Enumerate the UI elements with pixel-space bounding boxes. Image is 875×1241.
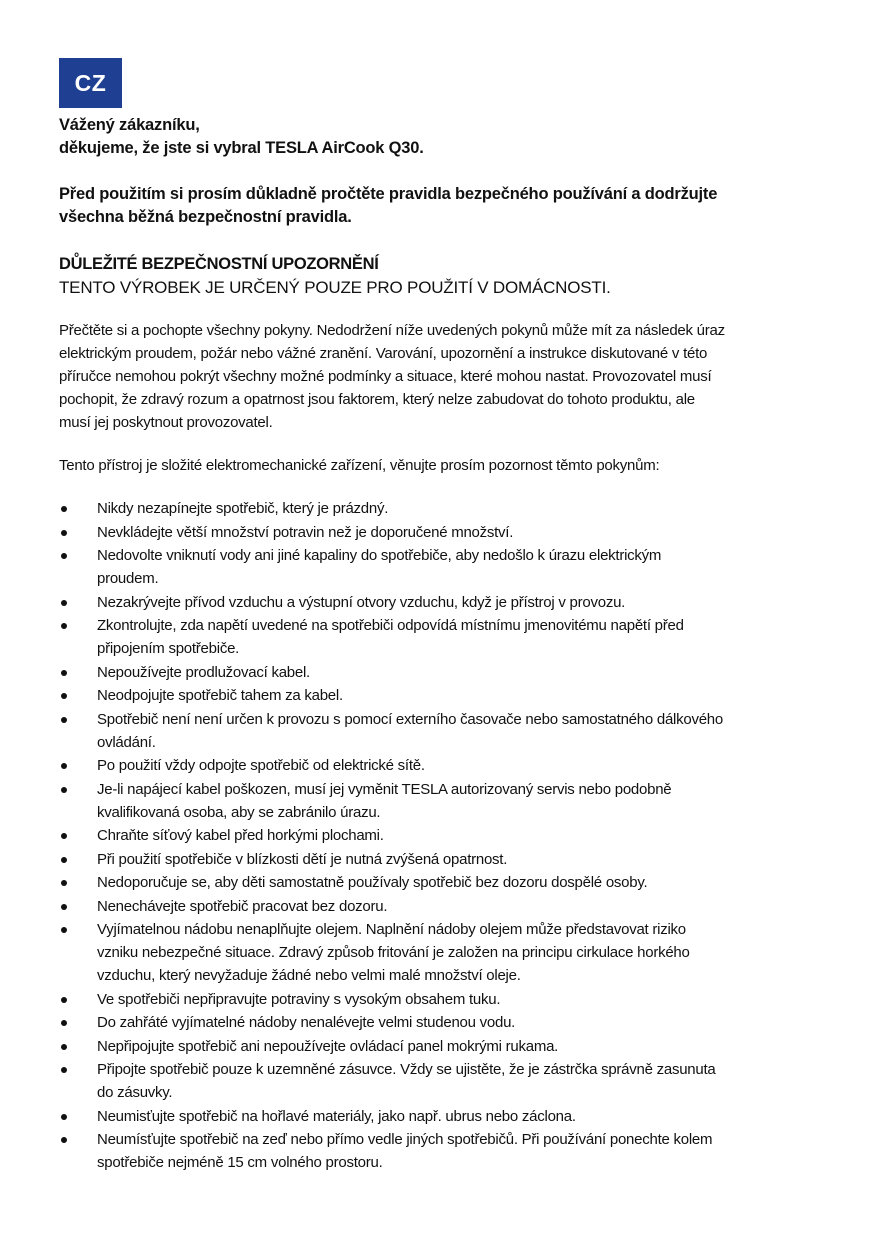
bullet-icon <box>61 1044 67 1050</box>
list-item-line: Nedovolte vniknutí vody ani jiné kapaliny do spotřebiče, aby nedošlo k úrazu elektrickým <box>97 547 662 564</box>
list-item-line: Neodpojujte spotřebič tahem za kabel. <box>97 687 343 704</box>
paragraph-line: příručce nemohou pokrýt všechny možné podmínky a situace, které mohou nastat. Provozovatel musí <box>59 368 712 385</box>
list-item-line: Zkontrolujte, zda napětí uvedené na spotřebiči odpovídá místnímu jmenovitému napětí před <box>97 617 684 634</box>
intro-line: Před použitím si prosím důkladně pročtěte pravidla bezpečného používání a dodržujte <box>59 185 718 203</box>
list-item-line: Nikdy nezapínejte spotřebič, který je prázdný. <box>97 500 389 517</box>
greeting <box>59 114 819 160</box>
list-item <box>59 544 819 590</box>
bullet-icon <box>61 717 67 723</box>
bullet-icon <box>61 553 67 559</box>
list-item <box>59 848 819 871</box>
list-item-line: Nenechávejte spotřebič pracovat bez dozoru. <box>97 897 388 915</box>
bullet-icon <box>61 623 67 629</box>
list-item-line: Nedoporučuje se, aby děti samostatně používaly spotřebič bez dozoru dospělé osoby. <box>97 874 648 891</box>
bullet-icon <box>61 1114 67 1120</box>
bullet-icon <box>61 833 67 839</box>
list-item-line: vzduchu, který nevyžaduje žádné nebo velmi malé množství oleje. <box>97 967 521 984</box>
list-item-line: Při použití spotřebiče v blízkosti dětí je nutná zvýšená opatrnost. <box>97 850 508 868</box>
list-item-line: ovládání. <box>97 733 156 751</box>
bullet-icon <box>61 1067 67 1073</box>
intro-line: všechna běžná bezpečnostní pravidla. <box>59 208 352 226</box>
list-item-line: Nezakrývejte přívod vzduchu a výstupní otvory vzduchu, když je přístroj v provozu. <box>97 593 626 611</box>
list-item-line: kvalifikovaná osoba, aby se zabránilo úrazu. <box>97 803 381 821</box>
list-item-line: Spotřebič není není určen k provozu s pomocí externího časovače nebo samostatného dálkového <box>97 710 723 728</box>
bullet-icon <box>61 787 67 793</box>
list-item <box>59 614 819 660</box>
list-item-line: proudem. <box>97 570 159 587</box>
bullet-icon <box>61 600 67 606</box>
greeting-line: Vážený zákazníku, <box>59 116 200 134</box>
list-item-line: Chraňte síťový kabel před horkými plochami. <box>97 827 384 844</box>
list-item <box>59 1035 819 1058</box>
list-item <box>59 591 819 614</box>
list-item <box>59 1058 819 1104</box>
intro-text <box>59 183 819 229</box>
list-item <box>59 1105 819 1128</box>
list-item-line: Je-li napájecí kabel poškozen, musí jej vyměnit TESLA autorizovaný servis nebo podobně <box>97 780 672 798</box>
paragraph-instructions-intro: Tento přístroj je složité elektromechanické zařízení, věnujte prosím pozornost těmto pokynům: <box>59 457 660 474</box>
bullet-icon <box>61 670 67 676</box>
bullet-icon <box>61 927 67 933</box>
section-subtitle: TENTO VÝROBEK JE URČENÝ POUZE PRO POUŽITÍ V DOMÁCNOSTI. <box>59 278 611 297</box>
list-item <box>59 918 819 987</box>
safety-instructions-list <box>59 497 819 1174</box>
list-item <box>59 778 819 824</box>
list-item-line: připojením spotřebiče. <box>97 640 240 657</box>
list-item-line: spotřebiče nejméně 15 cm volného prostoru. <box>97 1154 383 1171</box>
bullet-icon <box>61 763 67 769</box>
bullet-icon <box>61 880 67 886</box>
list-item-line: Ve spotřebiči nepřipravujte potraviny s vysokým obsahem tuku. <box>97 990 501 1008</box>
list-item <box>59 684 819 707</box>
list-item-line: Vyjímatelnou nádobu nenaplňujte olejem. Naplnění nádoby olejem může představovat riziko <box>97 921 686 938</box>
bullet-icon <box>61 857 67 863</box>
paragraph-warnings <box>59 319 819 434</box>
list-item-line: Nepřipojujte spotřebič ani nepoužívejte ovládací panel mokrými rukama. <box>97 1037 559 1055</box>
list-item-line: Do zahřáté vyjímatelné nádoby nenalévejte velmi studenou vodu. <box>97 1014 516 1031</box>
paragraph-line: musí jej poskytnout provozovatel. <box>59 414 273 431</box>
bullet-icon <box>61 904 67 910</box>
list-item-line: Neumisťujte spotřebič na hořlavé materiály, jako např. ubrus nebo záclona. <box>97 1107 576 1125</box>
list-item-line: Neumísťujte spotřebič na zeď nebo přímo vedle jiných spotřebičů. Při používání ponechte kolem <box>97 1131 713 1148</box>
paragraph-line: Přečtěte si a pochopte všechny pokyny. Nedodržení níže uvedených pokynů může mít za následek úraz <box>59 322 725 339</box>
greeting-line: děkujeme, že jste si vybral TESLA AirCook Q30. <box>59 139 424 157</box>
bullet-icon <box>61 1020 67 1026</box>
list-item-line: vzniku nebezpečné situace. Zdravý způsob fritování je založen na principu cirkulace horkého <box>97 944 690 961</box>
bullet-icon <box>61 693 67 699</box>
list-item <box>59 754 819 777</box>
paragraph-line: elektrickým proudem, požár nebo vážné zranění. Varování, upozornění a instrukce diskutované v této <box>59 345 708 362</box>
list-item <box>59 497 819 520</box>
bullet-icon <box>61 530 67 536</box>
list-item-line: do zásuvky. <box>97 1084 173 1101</box>
list-item-line: Po použití vždy odpojte spotřebič od elektrické sítě. <box>97 757 425 774</box>
bullet-icon <box>61 1137 67 1143</box>
section-title: DŮLEŽITÉ BEZPEČNOSTNÍ UPOZORNĚNÍ <box>59 255 379 273</box>
list-item <box>59 521 819 544</box>
list-item <box>59 661 819 684</box>
bullet-icon <box>61 506 67 512</box>
manual-page <box>59 58 819 1175</box>
list-item-line: Nepoužívejte prodlužovací kabel. <box>97 663 310 681</box>
list-item <box>59 1011 819 1034</box>
paragraph-line: pochopit, že zdravý rozum a opatrnost jsou faktorem, který nelze zabudovat do tohoto produktu, ale <box>59 391 695 408</box>
list-item <box>59 871 819 894</box>
list-item <box>59 1128 819 1174</box>
list-item <box>59 824 819 847</box>
list-item-line: Nevkládejte větší množství potravin než je doporučené množství. <box>97 523 514 541</box>
list-item <box>59 708 819 754</box>
language-badge: CZ <box>59 58 122 108</box>
bullet-icon <box>61 997 67 1003</box>
list-item <box>59 895 819 918</box>
list-item <box>59 988 819 1011</box>
list-item-line: Připojte spotřebič pouze k uzemněné zásuvce. Vždy se ujistěte, že je zástrčka správně zasunuta <box>97 1061 716 1078</box>
